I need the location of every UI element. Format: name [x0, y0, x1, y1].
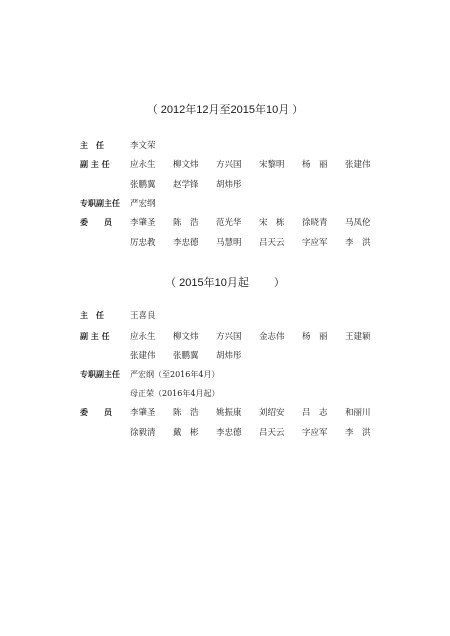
- person-name: 严宏纲: [130, 199, 156, 209]
- person-name: 柳文炜: [173, 332, 199, 342]
- person-name: 李忠德: [173, 238, 199, 248]
- person-name: 字应军: [302, 428, 328, 438]
- person-name: 李忠德: [216, 428, 242, 438]
- person-name: 严宏纲（至2016年4月）: [130, 370, 220, 379]
- person-name: 戴 彬: [173, 428, 199, 438]
- person-name: 吕天云: [259, 238, 285, 248]
- person-name: 胡炜彤: [216, 351, 242, 361]
- person-name: 马慧明: [216, 238, 242, 248]
- role-label: 副 主 任: [80, 160, 110, 169]
- person-name: 方兴国: [216, 160, 242, 170]
- period-1-title: （ 2012年12月至2015年10月 ）: [146, 104, 304, 116]
- role-label: 主 任: [80, 311, 104, 320]
- role-label: 副 主 任: [80, 332, 110, 341]
- person-name: 李文荣: [130, 141, 156, 151]
- person-name: 柳文炜: [173, 160, 199, 170]
- person-name: 王建颖: [345, 332, 371, 342]
- person-name: 王喜良: [130, 311, 156, 321]
- person-name: 杨 丽: [302, 332, 328, 342]
- person-name: 宋黎明: [259, 160, 285, 170]
- person-name: 杨 丽: [302, 160, 328, 170]
- role-label: 专职副主任: [80, 370, 120, 379]
- person-name: 张鹏翼: [173, 351, 199, 361]
- person-name: 姚振康: [216, 408, 242, 418]
- person-name: 马凤伦: [345, 218, 371, 228]
- person-name: 应永生: [130, 332, 156, 342]
- person-name: 张建伟: [345, 160, 371, 170]
- person-name: 张建伟: [130, 351, 156, 361]
- role-label: 主 任: [80, 141, 104, 150]
- person-name: 陈 浩: [173, 218, 199, 228]
- role-label: 委 员: [80, 218, 112, 227]
- person-name: 范光华: [216, 218, 242, 228]
- role-label: 委 员: [80, 408, 112, 417]
- person-name: 金志伟: [259, 332, 285, 342]
- person-name: 徐晓青: [302, 218, 328, 228]
- person-name: 方兴国: [216, 332, 242, 342]
- person-name: 母正荣（2016年4月起）: [130, 389, 220, 398]
- person-name: 和丽川: [345, 408, 371, 418]
- period-2-title: （ 2015年10月起 ）: [165, 277, 285, 289]
- person-name: 吕天云: [259, 428, 285, 438]
- person-name: 刘绍安: [259, 408, 285, 418]
- person-name: 李肇圣: [130, 408, 156, 418]
- person-name: 字应军: [302, 238, 328, 248]
- person-name: 徐毅清: [130, 428, 156, 438]
- person-name: 胡炜彤: [216, 180, 242, 190]
- person-name: 李 洪: [345, 428, 371, 438]
- person-name: 应永生: [130, 160, 156, 170]
- person-name: 陈 浩: [173, 408, 199, 418]
- person-name: 吕 志: [302, 408, 328, 418]
- person-name: 赵学锋: [173, 180, 199, 190]
- person-name: 厉忠教: [130, 238, 156, 248]
- person-name: 李 洪: [345, 238, 371, 248]
- person-name: 李肇圣: [130, 218, 156, 228]
- person-name: 张鹏翼: [130, 180, 156, 190]
- role-label: 专职副主任: [80, 199, 120, 208]
- person-name: 宋 栋: [259, 218, 285, 228]
